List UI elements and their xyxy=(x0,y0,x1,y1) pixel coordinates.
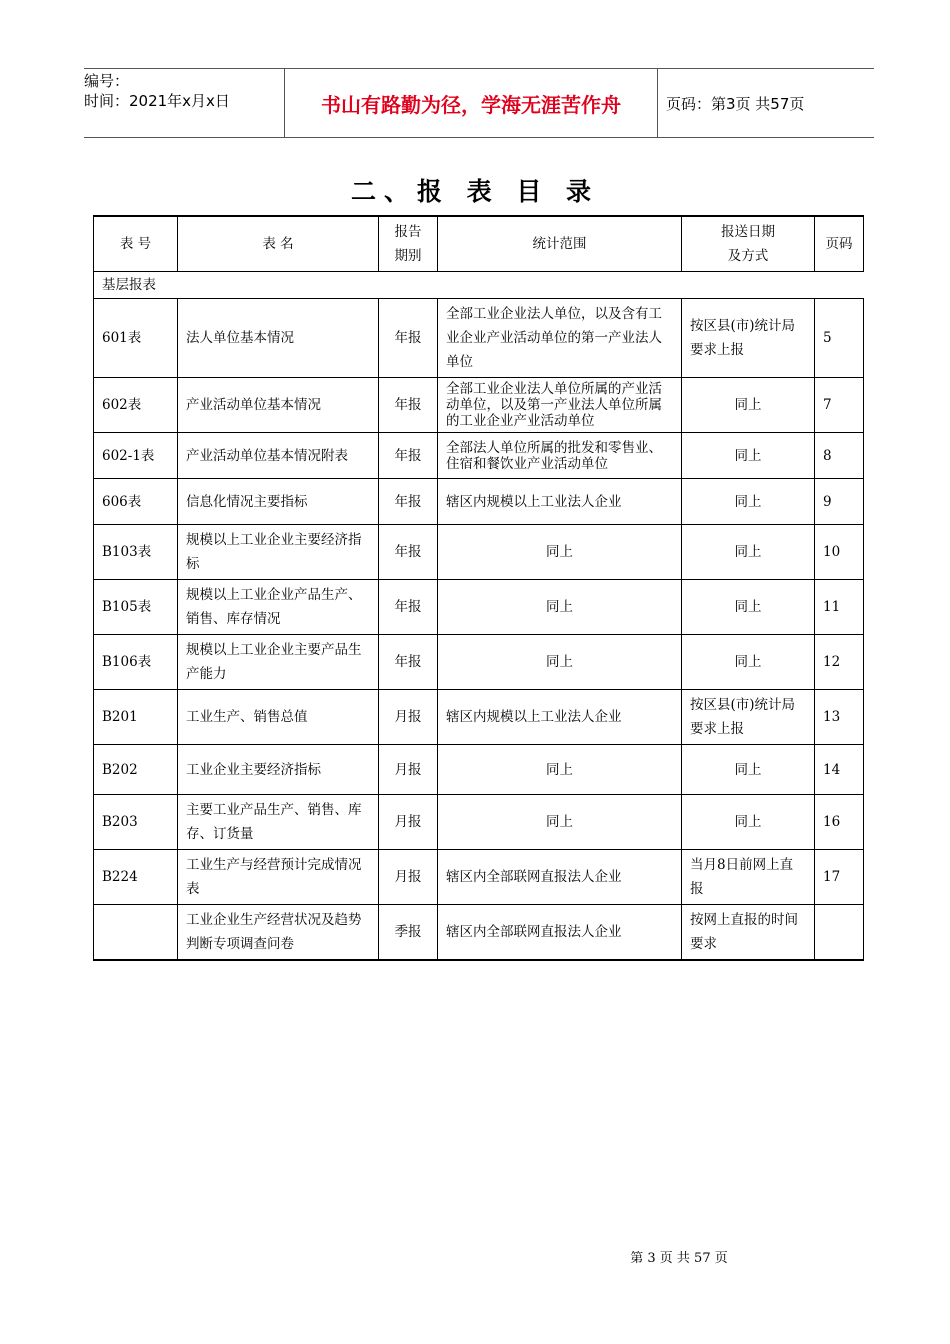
row-scope: 同上 xyxy=(438,745,682,795)
row-scope: 同上 xyxy=(438,580,682,635)
row-scope: 全部工业企业法人单位，以及含有工业企业产业活动单位的第一产业法人单位 xyxy=(438,299,682,378)
row-code xyxy=(94,905,178,961)
row-name: 规模以上工业企业主要产品生产能力 xyxy=(178,635,379,690)
row-code: B203 xyxy=(94,795,178,850)
col-header-name: 表 名 xyxy=(178,216,379,272)
row-period: 年报 xyxy=(379,479,438,525)
row-submit: 同上 xyxy=(682,525,815,580)
row-name: 主要工业产品生产、销售、库存、订货量 xyxy=(178,795,379,850)
row-page: 10 xyxy=(815,525,864,580)
table-row xyxy=(94,745,864,795)
row-name: 法人单位基本情况 xyxy=(178,299,379,378)
row-period: 年报 xyxy=(379,580,438,635)
row-page: 5 xyxy=(815,299,864,378)
row-period: 月报 xyxy=(379,745,438,795)
row-submit: 同上 xyxy=(682,635,815,690)
table-row xyxy=(94,690,864,745)
row-page: 11 xyxy=(815,580,864,635)
row-submit: 同上 xyxy=(682,745,815,795)
table-row xyxy=(94,433,864,479)
row-name: 规模以上工业企业主要经济指标 xyxy=(178,525,379,580)
row-page: 9 xyxy=(815,479,864,525)
page-footer: 第 3 页 共 57 页 xyxy=(630,1251,728,1266)
row-scope: 全部工业企业法人单位所属的产业活动单位，以及第一产业法人单位所属的工业企业产业活动单位 xyxy=(438,378,682,433)
table-row xyxy=(94,299,864,378)
row-page xyxy=(815,905,864,961)
row-scope: 全部法人单位所属的批发和零售业、住宿和餐饮业产业活动单位 xyxy=(438,433,682,479)
header-left xyxy=(84,69,284,137)
row-period: 月报 xyxy=(379,690,438,745)
row-submit: 同上 xyxy=(682,580,815,635)
row-submit: 按区县(市)统计局要求上报 xyxy=(682,299,815,378)
row-period: 年报 xyxy=(379,525,438,580)
row-period: 月报 xyxy=(379,795,438,850)
row-scope: 同上 xyxy=(438,795,682,850)
section-label: 基层报表 xyxy=(94,272,864,299)
row-page: 13 xyxy=(815,690,864,745)
table-row xyxy=(94,580,864,635)
row-period: 年报 xyxy=(379,378,438,433)
doc-number-label: 编号： xyxy=(84,72,130,90)
row-code: B103表 xyxy=(94,525,178,580)
row-name: 工业生产、销售总值 xyxy=(178,690,379,745)
table-row xyxy=(94,479,864,525)
page-header xyxy=(84,68,874,138)
row-submit: 同上 xyxy=(682,479,815,525)
row-submit: 同上 xyxy=(682,433,815,479)
col-header-page: 页码 xyxy=(815,216,864,272)
col-header-submit: 报送日期 及方式 xyxy=(682,216,815,272)
row-scope: 同上 xyxy=(438,635,682,690)
row-scope: 辖区内规模以上工业法人企业 xyxy=(438,690,682,745)
row-code: B106表 xyxy=(94,635,178,690)
report-catalog-table xyxy=(93,215,864,961)
col-header-scope: 统计范围 xyxy=(438,216,682,272)
row-scope: 辖区内全部联网直报法人企业 xyxy=(438,850,682,905)
row-submit: 同上 xyxy=(682,795,815,850)
row-code: B224 xyxy=(94,850,178,905)
col-header-period: 报告 期别 xyxy=(379,216,438,272)
row-code: 602表 xyxy=(94,378,178,433)
row-code: B105表 xyxy=(94,580,178,635)
row-period: 年报 xyxy=(379,433,438,479)
row-code: B202 xyxy=(94,745,178,795)
doc-time-label: 时间：2021年x月x日 xyxy=(84,92,230,110)
row-page: 8 xyxy=(815,433,864,479)
table-row xyxy=(94,905,864,961)
table-row xyxy=(94,850,864,905)
row-page: 7 xyxy=(815,378,864,433)
row-scope: 辖区内全部联网直报法人企业 xyxy=(438,905,682,961)
table-row xyxy=(94,525,864,580)
table-row xyxy=(94,378,864,433)
header-page-info: 页码：第3页 共57页 xyxy=(666,94,805,113)
table-header-row xyxy=(94,216,864,272)
row-page: 17 xyxy=(815,850,864,905)
row-code: 601表 xyxy=(94,299,178,378)
row-name: 产业活动单位基本情况附表 xyxy=(178,433,379,479)
row-code: 602-1表 xyxy=(94,433,178,479)
row-name: 工业生产与经营预计完成情况表 xyxy=(178,850,379,905)
row-name: 产业活动单位基本情况 xyxy=(178,378,379,433)
row-code: B201 xyxy=(94,690,178,745)
row-name: 信息化情况主要指标 xyxy=(178,479,379,525)
row-name: 工业企业主要经济指标 xyxy=(178,745,379,795)
header-motto: 书山有路勤为径，学海无涯苦作舟 xyxy=(284,69,658,137)
row-period: 年报 xyxy=(379,299,438,378)
table-row xyxy=(94,795,864,850)
row-submit: 按网上直报的时间要求 xyxy=(682,905,815,961)
row-submit: 按区县(市)统计局要求上报 xyxy=(682,690,815,745)
table-row xyxy=(94,635,864,690)
row-scope: 同上 xyxy=(438,525,682,580)
row-period: 季报 xyxy=(379,905,438,961)
row-page: 14 xyxy=(815,745,864,795)
row-submit: 当月8日前网上直报 xyxy=(682,850,815,905)
row-code: 606表 xyxy=(94,479,178,525)
page-title: 二、报 表 目 录 xyxy=(350,177,600,206)
row-submit: 同上 xyxy=(682,378,815,433)
col-header-code: 表 号 xyxy=(94,216,178,272)
section-row xyxy=(94,272,864,299)
row-period: 月报 xyxy=(379,850,438,905)
row-name: 规模以上工业企业产品生产、销售、库存情况 xyxy=(178,580,379,635)
row-scope: 辖区内规模以上工业法人企业 xyxy=(438,479,682,525)
row-page: 16 xyxy=(815,795,864,850)
row-page: 12 xyxy=(815,635,864,690)
row-period: 年报 xyxy=(379,635,438,690)
row-name: 工业企业生产经营状况及趋势判断专项调查问卷 xyxy=(178,905,379,961)
